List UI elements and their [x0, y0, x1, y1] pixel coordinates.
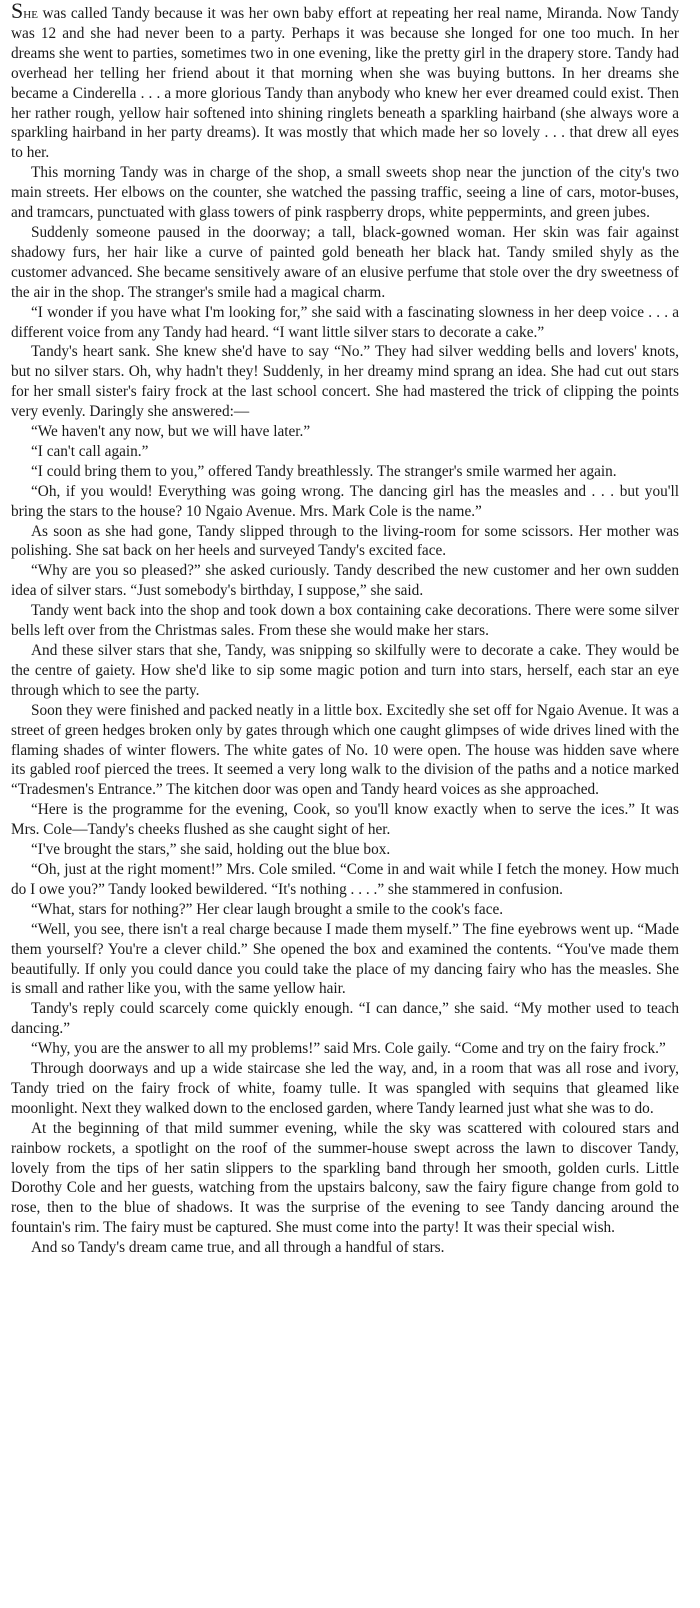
- story-paragraph: “Oh, just at the right moment!” Mrs. Cole smiled. “Come in and wait while I fetch the money. How much do I owe you?” Tandy looked bewildered. “It's nothing . . . .” she stammered in confusion.: [11, 860, 679, 898]
- story-paragraph: “Here is the programme for the evening, Cook, so you'll know exactly when to serve the ices.” It was Mrs. Cole—Tandy's cheeks flushed as she caught sight of her.: [11, 801, 679, 839]
- story-paragraph: “Why are you so pleased?” she asked curiously. Tandy described the new customer and her own sudden idea of silver stars. “Just somebody's birthday, I suppose,” she said.: [11, 562, 679, 600]
- story-paragraph: “I could bring them to you,” offered Tandy breathlessly. The stranger's smile warmed her again.: [31, 462, 617, 480]
- story-paragraph: Soon they were finished and packed neatly in a little box. Excitedly she set off for Ngaio Avenue. It was a street of green hedges broken only by gates through which one caught glimpses of wide drives lined with the flaming shades of winter flowers. The white gates of No. 10 were open. The house was hidden save where its gabled roof pierced the trees. It seemed a very long walk to the division of the paths and a notice marked “Tradesmen's Entrance.” The kitchen door was open and Tandy heard voices as she approached.: [11, 701, 679, 799]
- story-paragraph: Tandy's heart sank. She knew she'd have to say “No.” They had silver wedding bells and lovers' knots, but no silver stars. Oh, why hadn't they! Suddenly, in her dreamy mind sprang an idea. She had cut out stars for her small sister's fairy frock at the last school concert. She had mastered the trick of clipping the points very evenly. Daringly she answered:—: [11, 343, 679, 421]
- story-paragraph: “Well, you see, there isn't a real charge because I made them myself.” The fine eyebrows went up. “Made them yourself? You're a clever child.” She opened the box and examined the contents. “You've made them beautifully. If only you could dance you could take the place of my dancing fairy who has the measles. She is small and rather like you, with the same yellow hair.: [11, 920, 679, 998]
- story-paragraph: As soon as she had gone, Tandy slipped through to the living-room for some scissors. Her mother was polishing. She sat back on her heels and surveyed Tandy's excited face.: [11, 522, 679, 560]
- story-paragraph: “Oh, if you would! Everything was going wrong. The dancing girl has the measles and . . . but you'll bring the stars to the house? 10 Ngaio Avenue. Mrs. Mark Cole is the name.”: [11, 482, 679, 520]
- story-opening-paragraph: [11, 2, 679, 163]
- story-paragraph: “Why, you are the answer to all my problems!” said Mrs. Cole gaily. “Come and try on the fairy frock.”: [31, 1040, 666, 1058]
- story-paragraph: Suddenly someone paused in the doorway; a tall, black-gowned woman. Her skin was fair against shadowy furs, her hair like a curve of painted gold beneath her black hat. Tandy smiled shyly as the customer advanced. She became sensitively aware of an elusive perfume that stole over the dry sweetness of the air in the shop. The stranger's smile had a magical charm.: [11, 223, 679, 301]
- story-paragraph: “What, stars for nothing?” Her clear laugh brought a smile to the cook's face.: [31, 900, 504, 918]
- opening-small-caps: he: [23, 5, 38, 22]
- story-paragraph: “I can't call again.”: [31, 442, 149, 460]
- story-paragraph: “We haven't any now, but we will have later.”: [31, 423, 311, 441]
- story-paragraph: And so Tandy's dream came true, and all through a handful of stars.: [31, 1239, 445, 1257]
- opening-text: was called Tandy because it was her own baby effort at repeating her real name, Miranda. Now Tandy was 12 and she had never been to a party. Perhaps it was because she longed for one too much. In her dreams she went to parties, sometimes two in one evening, like the pretty girl in the drapery store. Tandy had overhead her telling her friend about it that morning when she was buying buttons. In her dreams she became a Cinderella . . . a more glorious Tandy than anybody who knew her ever dreamed could exist. Then her rather rough, yellow hair softened into shining ringlets beneath a sparkling hairband (she always wore a sparkling hairband in her party dreams). It was mostly that which made her so lovely . . . that drew all eyes to her.: [11, 5, 679, 162]
- story-paragraph: And these silver stars that she, Tandy, was snipping so skilfully were to decorate a cake. They would be the centre of gaiety. How she'd like to sip some magic potion and turn into stars, herself, each star an eye through which to see the party.: [11, 642, 679, 699]
- story-paragraph: This morning Tandy was in charge of the shop, a small sweets shop near the junction of the city's two main streets. Her elbows on the counter, she watched the passing traffic, seeing a line of cars, motor-buses, and tramcars, punctuated with glass towers of pink raspberry drops, white peppermints, and green jubes.: [11, 164, 679, 222]
- drop-cap: S: [11, 0, 24, 23]
- story-paragraph: “I wonder if you have what I'm looking for,” she said with a fascinating slowness in her deep voice . . . a different voice from any Tandy had heard. “I want little silver stars to decorate a cake.”: [11, 303, 679, 341]
- story-paragraph: “I've brought the stars,” she said, holding out the blue box.: [31, 841, 391, 859]
- story-paragraph: Tandy went back into the shop and took down a box containing cake decorations. There were some silver bells left over from the Christmas sales. From these she would make her stars.: [11, 602, 679, 640]
- story-column: [11, 0, 679, 1258]
- story-paragraph: Tandy's reply could scarcely come quickly enough. “I can dance,” she said. “My mother used to teach dancing.”: [11, 1000, 679, 1038]
- story-paragraph: Through doorways and up a wide staircase she led the way, and, in a room that was all rose and ivory, Tandy tried on the fairy frock of white, foamy tulle. It was spangled with sequins that gleamed like moonlight. Next they walked down to the enclosed garden, where Tandy learned just what she was to do.: [11, 1060, 679, 1117]
- story-paragraph: At the beginning of that mild summer evening, while the sky was scattered with coloured stars and rainbow rockets, a spotlight on the roof of the summer-house swept across the lawn to discover Tandy, lovely from the tips of her satin slippers to the sparkling band through her smooth, golden curls. Little Dorothy Cole and her guests, watching from the upstairs balcony, saw the fairy figure change from gold to rose, then to the blue of shadows. It was the surprise of the evening to see Tandy dancing around the fountain's rim. The fairy must be captured. She must come into the party! It was their special wish.: [11, 1119, 679, 1237]
